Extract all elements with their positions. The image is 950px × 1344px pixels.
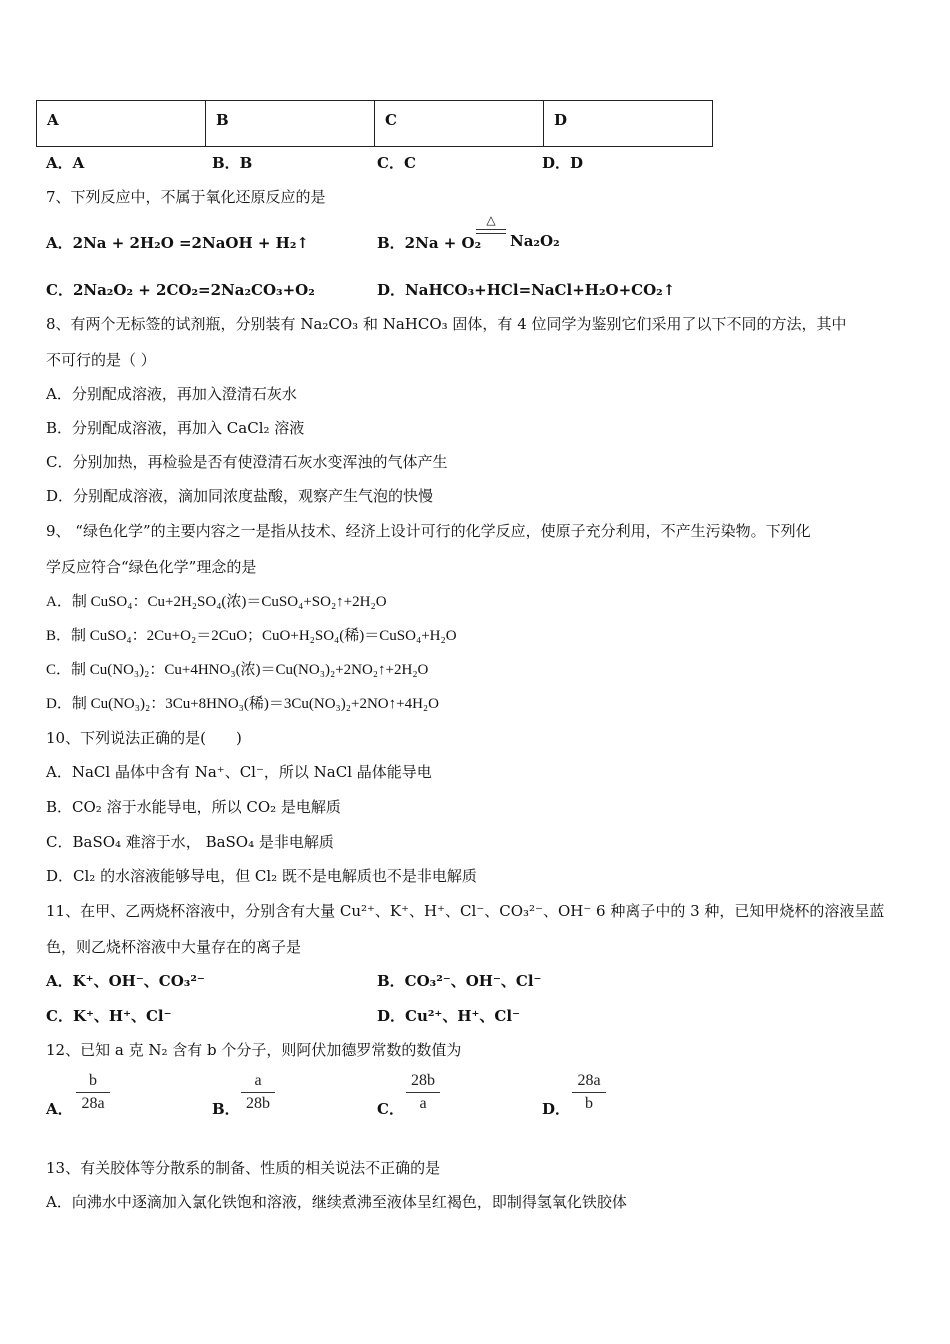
table-cell-d: D — [544, 101, 713, 147]
q12-option-c-denominator: a — [406, 1092, 440, 1113]
q11-option-c: C．K⁺、H⁺、Cl⁻ — [46, 1007, 172, 1025]
q8-option-c: C．分别加热，再检验是否有使澄清石灰水变浑浊的气体产生 — [46, 453, 448, 471]
q12-option-d-fraction — [572, 1072, 606, 1113]
q9-option-a: A．制 CuSO₄：Cu+2H₂SO₄(浓)＝CuSO₄+SO₂↑+2H₂O — [46, 594, 387, 610]
q9-stem-line2: 学反应符合“绿色化学”理念的是 — [46, 558, 257, 576]
q11-stem-line2: 色，则乙烧杯溶液中大量存在的离子是 — [46, 938, 302, 956]
q12-option-b-label: B． — [212, 1100, 240, 1118]
q8-stem-line1: 8、有两个无标签的试剂瓶，分别装有 Na₂CO₃ 和 NaHCO₃ 固体，有 4 位同学为鉴别它们采用了以下不同的方法，其中 — [46, 315, 847, 333]
q10-option-a: A．NaCl 晶体中含有 Na⁺、Cl⁻，所以 NaCl 晶体能导电 — [46, 763, 432, 781]
q9-option-c: C．制 Cu(NO₃)₂：Cu+4HNO₃(浓)＝Cu(NO₃)₂+2NO₂↑+2H₂O — [46, 662, 429, 678]
q12-option-b-numerator: a — [254, 1072, 262, 1089]
q12-option-d-numerator: 28a — [577, 1072, 601, 1089]
q7-option-d: D．NaHCO₃+HCl=NaCl+H₂O+CO₂↑ — [377, 281, 676, 299]
q8-stem-line2: 不可行的是（ ） — [46, 351, 156, 369]
table-answer-d: D．D — [542, 154, 584, 172]
q12-option-a-fraction — [76, 1072, 110, 1113]
q9-option-b: B．制 CuSO₄：2Cu+O₂＝2CuO；CuO+H₂SO₄(稀)＝CuSO₄+H₂O — [46, 628, 457, 644]
q12-option-b-fraction — [241, 1072, 275, 1113]
q11-option-b: B．CO₃²⁻、OH⁻、Cl⁻ — [377, 972, 542, 990]
q10-option-b: B．CO₂ 溶于水能导电，所以 CO₂ 是电解质 — [46, 798, 341, 816]
q10-stem: 10、下列说法正确的是( ) — [46, 729, 242, 747]
q11-option-d: D．Cu²⁺、H⁺、Cl⁻ — [377, 1007, 520, 1025]
table-cell-b: B — [206, 101, 375, 147]
table-cell-a: A — [37, 101, 206, 147]
q11-stem-line1: 11、在甲、乙两烧杯溶液中，分别含有大量 Cu²⁺、K⁺、H⁺、Cl⁻、CO₃²⁻、OH⁻ 6 种离子中的 3 种，已知甲烧杯的溶液呈蓝 — [46, 902, 885, 920]
table-cell-c: C — [375, 101, 544, 147]
q8-option-b: B．分别配成溶液，再加入 CaCl₂ 溶液 — [46, 419, 305, 437]
q7-option-c: C．2Na₂O₂ + 2CO₂=2Na₂CO₃+O₂ — [46, 281, 315, 299]
q7-condition-line-2 — [476, 233, 506, 234]
table-answer-b: B．B — [212, 154, 253, 172]
q10-option-c: C．BaSO₄ 难溶于水， BaSO₄ 是非电解质 — [46, 833, 334, 851]
q8-option-d: D．分别配成溶液，滴加同浓度盐酸，观察产生气泡的快慢 — [46, 487, 434, 505]
q12-option-c-fraction — [406, 1072, 440, 1113]
q12-option-d-denominator: b — [572, 1092, 606, 1113]
q7-option-b-right: Na₂O₂ — [510, 232, 560, 250]
q9-option-d: D．制 Cu(NO₃)₂：3Cu+8HNO₃(稀)＝3Cu(NO₃)₂+2NO↑+4H₂O — [46, 696, 439, 712]
q12-option-d-label: D． — [542, 1100, 571, 1118]
q10-option-d: D．Cl₂ 的水溶液能够导电，但 Cl₂ 既不是电解质也不是非电解质 — [46, 867, 477, 885]
q7-option-a: A．2Na + 2H₂O =2NaOH + H₂↑ — [46, 234, 309, 252]
q7-heat-condition: △ — [486, 213, 496, 227]
q12-option-a-numerator: b — [89, 1072, 97, 1089]
q12-stem: 12、已知 a 克 N₂ 含有 b 个分子，则阿伏加德罗常数的数值为 — [46, 1041, 462, 1059]
q11-option-a: A．K⁺、OH⁻、CO₃²⁻ — [46, 972, 205, 990]
q7-condition-line-1 — [476, 229, 506, 230]
q9-stem-line1: 9、 “绿色化学”的主要内容之一是指从技术、经济上设计可行的化学反应，使原子充分利用，不产生污染物。下列化 — [46, 522, 811, 540]
q7-option-b-left: B．2Na + O₂ — [377, 234, 482, 252]
q13-option-a: A．向沸水中逐滴加入氯化铁饱和溶液，继续煮沸至液体呈红褐色，即制得氢氧化铁胶体 — [46, 1193, 627, 1211]
q12-option-a-label: A． — [46, 1100, 73, 1118]
q12-option-a-denominator: 28a — [76, 1092, 110, 1113]
q13-stem: 13、有关胶体等分散系的制备、性质的相关说法不正确的是 — [46, 1159, 441, 1177]
q12-option-b-denominator: 28b — [241, 1092, 275, 1113]
table-answer-a: A．A — [46, 154, 85, 172]
q12-option-c-label: C． — [377, 1100, 404, 1118]
q12-option-c-numerator: 28b — [411, 1072, 435, 1089]
q8-option-a: A．分别配成溶液，再加入澄清石灰水 — [46, 385, 297, 403]
q7-stem: 7、下列反应中，不属于氧化还原反应的是 — [46, 188, 326, 206]
answer-table — [36, 100, 713, 147]
table-answer-c: C．C — [377, 154, 416, 172]
